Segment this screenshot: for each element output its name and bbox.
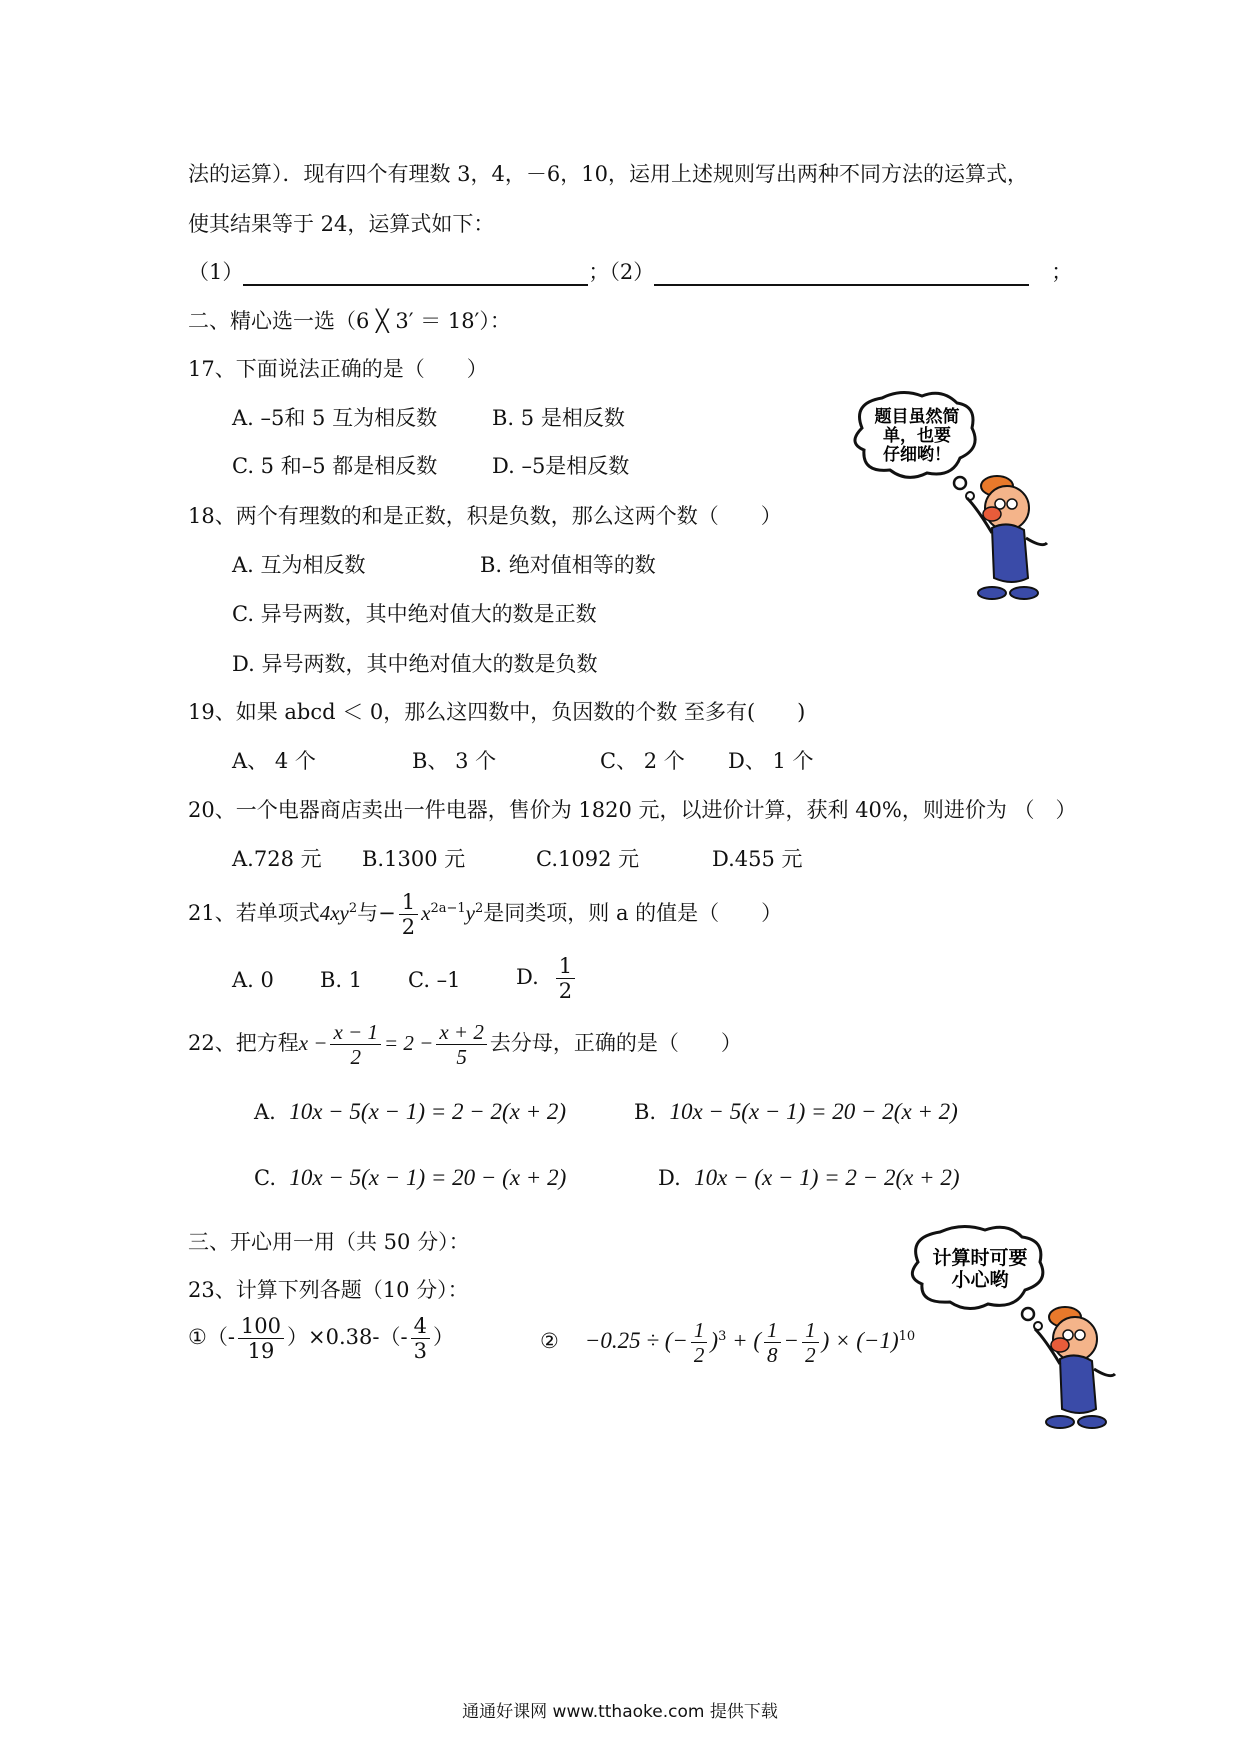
q17-option-d[interactable]: D. –5是相反数 <box>492 454 630 478</box>
q22-option-b[interactable]: B. 10x − 5(x − 1) = 20 − 2(x + 2) <box>634 1099 958 1124</box>
bubble-1-line-2: 单，也要 <box>883 426 951 446</box>
q18-option-b[interactable]: B. 绝对值相等的数 <box>480 553 656 577</box>
q22-option-a[interactable]: A. 10x − 5(x − 1) = 2 − 2(x + 2) <box>254 1099 567 1124</box>
answer-blank-1[interactable] <box>243 284 588 286</box>
cartoon-mascot-2 <box>900 1222 1130 1432</box>
q17-option-b[interactable]: B. 5 是相反数 <box>492 406 625 430</box>
bubble-2-line-1: 计算时可要 <box>932 1247 1028 1269</box>
answer-blank-2[interactable] <box>654 284 1029 286</box>
mascot-figure-2 <box>1035 1307 1115 1428</box>
blank-end: ； <box>1051 260 1073 284</box>
q19-option-b[interactable]: B、 3 个 <box>412 749 497 773</box>
cartoon-mascot-1 <box>842 388 1062 608</box>
q23-p1-fraction-1: $\frac{100}{19}$ <box>238 1314 284 1363</box>
footer-credit: 通通好课网 www.tthaoke.com 提供下载 <box>462 1702 778 1722</box>
q23-part-2: ② −0.25 ÷ (− $\frac{1}{2}$ )$^3$ + ( $\frac{1}{8}$ − $\frac{1}{2}$ ) × $(-1)^{10}$ <box>540 1318 916 1367</box>
intro-line-2: 使其结果等于 24，运算式如下： <box>188 212 495 236</box>
q21-fraction: $\frac{1}{2}$ <box>399 890 418 939</box>
q17-option-c[interactable]: C. 5 和–5 都是相反数 <box>232 454 438 478</box>
q21-option-b[interactable]: B. 1 <box>320 968 363 992</box>
q20-stem: 20、一个电器商店卖出一件电器，售价为 1820 元，以进价计算，获利 40%，则进价为 （ ） <box>188 798 1077 822</box>
section-3-title: 三、开心用一用（共 50 分）： <box>188 1230 470 1254</box>
q18-option-a[interactable]: A. 互为相反数 <box>232 553 366 577</box>
q20-option-c[interactable]: C.1092 元 <box>536 847 640 871</box>
q19-stem: 19、如果 abcd ＜ 0，那么这四数中，负因数的个数 至多有( ) <box>188 700 806 724</box>
q23-p1-fraction-2: $\frac{4}{3}$ <box>411 1314 430 1363</box>
speech-bubble-1 <box>855 392 975 500</box>
q21-option-d[interactable]: D. $\frac{1}{2}$ <box>516 952 578 1003</box>
q22-fraction-2: $\frac{x + 2}{5}$ <box>436 1020 487 1069</box>
q23-p2-fraction-3: $\frac{1}{2}$ <box>802 1318 819 1367</box>
q22-stem: 22、把方程x − $\frac{x - 1}{2}$ = 2 − $\frac{x + 2}{5}$ 去分母，正确的是（ ） <box>188 1020 742 1069</box>
q20-option-b[interactable]: B.1300 元 <box>362 847 466 871</box>
speech-bubble-2 <box>912 1226 1042 1330</box>
q17-option-a[interactable]: A. –5和 5 互为相反数 <box>232 406 438 430</box>
bubble-1-line-1: 题目虽然简 <box>874 407 960 427</box>
bubble-2-line-2: 小心哟 <box>951 1269 1009 1291</box>
blank-1-label: （1） <box>188 260 244 284</box>
mascot-figure-1 <box>967 476 1047 599</box>
q23-stem: 23、计算下列各题（10 分）： <box>188 1278 469 1302</box>
q20-option-d[interactable]: D.455 元 <box>712 847 803 871</box>
q21-option-c[interactable]: C. –1 <box>408 968 461 992</box>
section-2-title: 二、精心选一选（6 ╳ 3′ ＝ 18′）： <box>188 309 511 333</box>
q20-option-a[interactable]: A.728 元 <box>232 847 322 871</box>
q23-part-1: ①（- $\frac{100}{19}$ ）×0.38-（- $\frac{4}{3}$ ） <box>188 1314 454 1363</box>
q22-option-d[interactable]: D. 10x − (x − 1) = 2 − 2(x + 2) <box>658 1165 960 1190</box>
q22-fraction-1: $\frac{x - 1}{2}$ <box>330 1020 381 1069</box>
q23-p2-fraction-1: $\frac{1}{2}$ <box>691 1318 708 1367</box>
q21-stem: 21、若单项式$4xy^2$与− $\frac{1}{2}$ $x^{2a-1}y^2$是同类项，则 a 的值是（ ） <box>188 890 783 939</box>
q19-option-a[interactable]: A、 4 个 <box>232 749 316 773</box>
answer-blanks-row <box>188 258 1072 286</box>
intro-line-1: 法的运算）．现有四个有理数 3，4，－6，10，运用上述规则写出两种不同方法的运算式， <box>188 162 1028 186</box>
q19-option-d[interactable]: D、 1 个 <box>728 749 814 773</box>
q21-option-d-fraction: $\frac{1}{2}$ <box>556 954 575 1003</box>
q17-stem: 17、下面说法正确的是（ ） <box>188 357 488 381</box>
q21-option-a[interactable]: A. 0 <box>232 968 274 992</box>
q22-option-c[interactable]: C. 10x − 5(x − 1) = 20 − (x + 2) <box>254 1165 567 1190</box>
bubble-1-line-3: 仔细哟！ <box>883 445 951 465</box>
q18-option-d[interactable]: D. 异号两数，其中绝对值大的数是负数 <box>232 652 598 676</box>
q18-option-c[interactable]: C. 异号两数，其中绝对值大的数是正数 <box>232 602 597 626</box>
q18-stem: 18、两个有理数的和是正数，积是负数，那么这两个数（ ） <box>188 504 782 528</box>
q23-p2-fraction-2: $\frac{1}{8}$ <box>764 1318 781 1367</box>
q19-option-c[interactable]: C、 2 个 <box>600 749 685 773</box>
blank-2-label: ；（2） <box>588 260 655 284</box>
